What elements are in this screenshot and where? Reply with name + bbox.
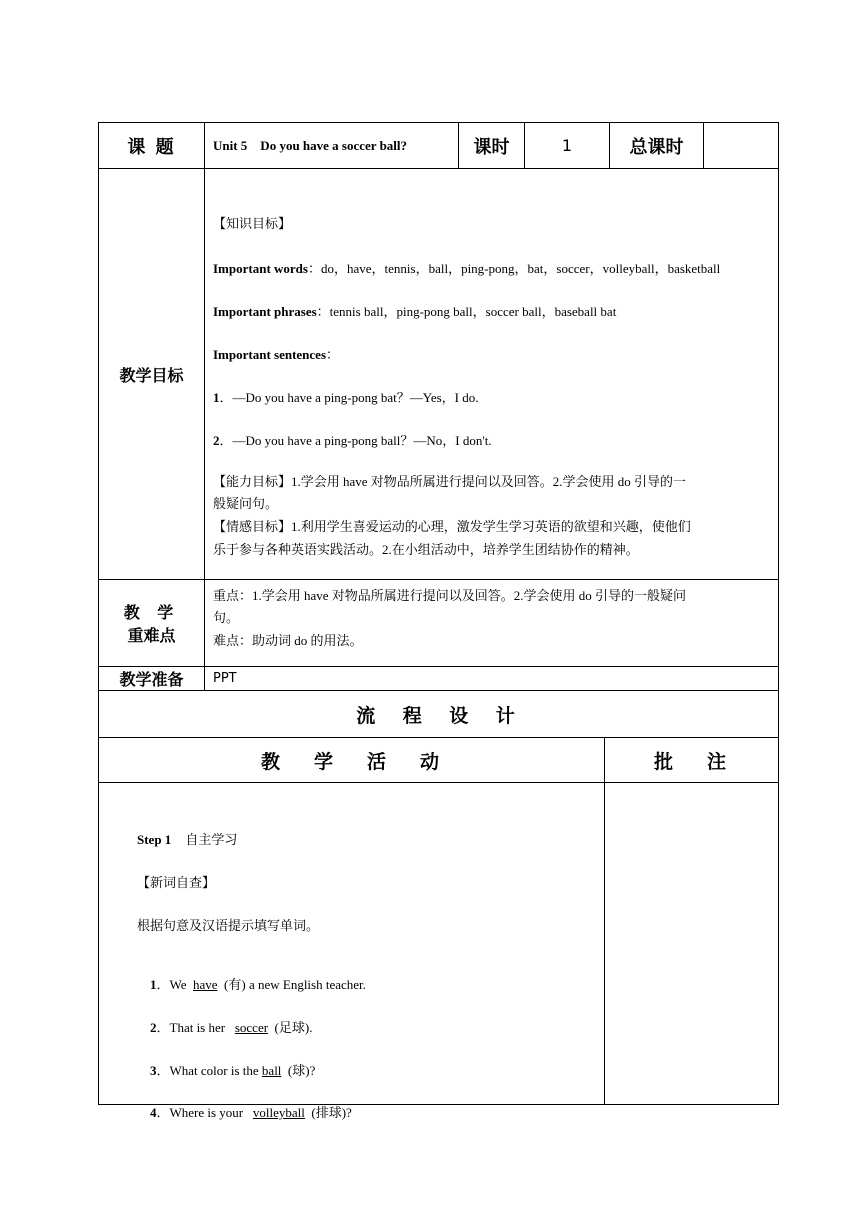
notes-header: 批 注: [653, 751, 729, 773]
exercise-item-1-num: 1: [150, 977, 157, 992]
ability-title: 【能力目标】: [213, 475, 292, 490]
preparation-value: PPT: [213, 671, 237, 686]
notes-header-cell: [604, 737, 779, 783]
phrases-line: [213, 301, 616, 320]
step-line: [137, 829, 237, 848]
sentence-2-text: ．—Do you have a ping-pong ball？—No，I don't.: [219, 433, 492, 448]
ability-line-1: [213, 471, 686, 490]
exercise-item-1-answer: have: [193, 977, 218, 992]
exercise-item-4-num: 4: [150, 1105, 157, 1120]
keypoint-line-3: 难点：助动词 do 的用法。: [213, 633, 363, 648]
exercise-item-3-before: ．What color is the: [156, 1063, 262, 1078]
period-value-cell: [524, 122, 610, 169]
sentences-colon: ：: [326, 347, 340, 362]
keypoints-label-cell: [98, 579, 205, 667]
new-words-section: 【新词自查】: [137, 876, 216, 891]
exercise-item-1-before: ．We: [156, 977, 193, 992]
knowledge-title: 【知识目标】: [213, 217, 292, 232]
period-value: 1: [561, 136, 573, 155]
sentence-1: [213, 387, 479, 406]
sentence-1-text: ．—Do you have a ping-pong bat？—Yes，I do.: [219, 390, 479, 405]
total-label: 总课时: [629, 136, 684, 158]
exercise-item-4-before: ．Where is your: [156, 1105, 253, 1120]
emotion-text-1: 1.利用学生喜爱运动的心理，激发学生学习英语的欲望和兴趣，使他们: [291, 519, 691, 534]
exercise-item-2-after: (足球).: [268, 1020, 313, 1035]
words-label: Important words: [213, 261, 308, 276]
step-title: 自主学习: [185, 833, 238, 848]
exercise-item-4-answer: volleyball: [252, 1105, 305, 1120]
keypoints-label-1: 教 学: [123, 603, 180, 622]
objectives-label: 教学目标: [119, 365, 184, 385]
phrases-label: Important phrases: [213, 304, 317, 319]
exercise-item-2-num: 2: [150, 1020, 157, 1035]
phrases-value: ：tennis ball，ping-pong ball，soccer ball，baseball bat: [316, 304, 617, 319]
exercise-item-3-after: (球)?: [281, 1063, 316, 1078]
activity-header: 教 学 活 动: [260, 751, 442, 773]
exercise-item-1-after: (有) a new English teacher.: [217, 977, 366, 992]
keypoint-line-2: 句。: [213, 610, 240, 625]
exercise-item-4-after: (排球)?: [304, 1105, 352, 1120]
exercise-item-3-num: 3: [150, 1063, 157, 1078]
topic-label: 课 题: [127, 136, 176, 158]
activity-content-cell: [98, 782, 605, 1120]
notes-content-cell: [604, 782, 779, 1105]
exercise-item-2-answer: soccer: [234, 1020, 269, 1035]
flow-title: 流 程 设 计: [356, 705, 521, 727]
objectives-label-cell: [98, 168, 205, 580]
ability-text-1: 1.学会用 have 对物品所属进行提问以及回答。2.学会使用 do 引导的一: [291, 474, 687, 489]
keypoint-line-1: 重点：1.学会用 have 对物品所属进行提问以及回答。2.学会使用 do 引导的一般疑问: [213, 588, 687, 603]
emotion-title: 【情感目标】: [213, 520, 292, 535]
sentences-label: Important sentences: [213, 347, 327, 362]
topic-value: Unit 5 Do you have a soccer ball?: [213, 137, 408, 153]
preparation-value-cell: [204, 666, 779, 691]
total-label-cell: [609, 122, 704, 169]
emotion-line-2: 乐于参与各种英语实践活动。2.在小组活动中，培养学生团结协作的精神。: [213, 542, 639, 557]
keypoints-content-cell: [204, 579, 779, 667]
emotion-line-1: [213, 516, 691, 535]
topic-value-cell: [204, 122, 459, 169]
period-label: 课时: [473, 136, 510, 158]
sentence-2: [213, 430, 492, 449]
exercise-item-2-before: ．That is her: [156, 1020, 235, 1035]
sentence-1-num: 1: [213, 390, 220, 405]
sentence-2-num: 2: [213, 433, 220, 448]
exercise-item-4: [137, 1086, 352, 1137]
words-value: ：do，have，tennis，ball，ping-pong，bat，soccer，volleyball，basketball: [307, 261, 721, 276]
topic-label-cell: [98, 122, 205, 169]
activity-header-cell: [98, 737, 605, 783]
preparation-label-cell: [98, 666, 205, 691]
objectives-content-cell: [204, 168, 779, 580]
preparation-label: 教学准备: [119, 670, 184, 689]
keypoints-label-2: 重难点: [127, 626, 176, 645]
step-number: Step 1: [137, 832, 172, 847]
exercise-item-3-answer: ball: [261, 1063, 282, 1078]
instruction: 根据句意及汉语提示填写单词。: [137, 918, 320, 933]
flow-title-cell: [98, 690, 779, 738]
sentences-line: [213, 344, 339, 363]
words-line: [213, 258, 720, 277]
ability-line-2: 般疑问句。: [213, 496, 279, 511]
period-label-cell: [458, 122, 525, 169]
total-value-cell: [703, 122, 779, 169]
